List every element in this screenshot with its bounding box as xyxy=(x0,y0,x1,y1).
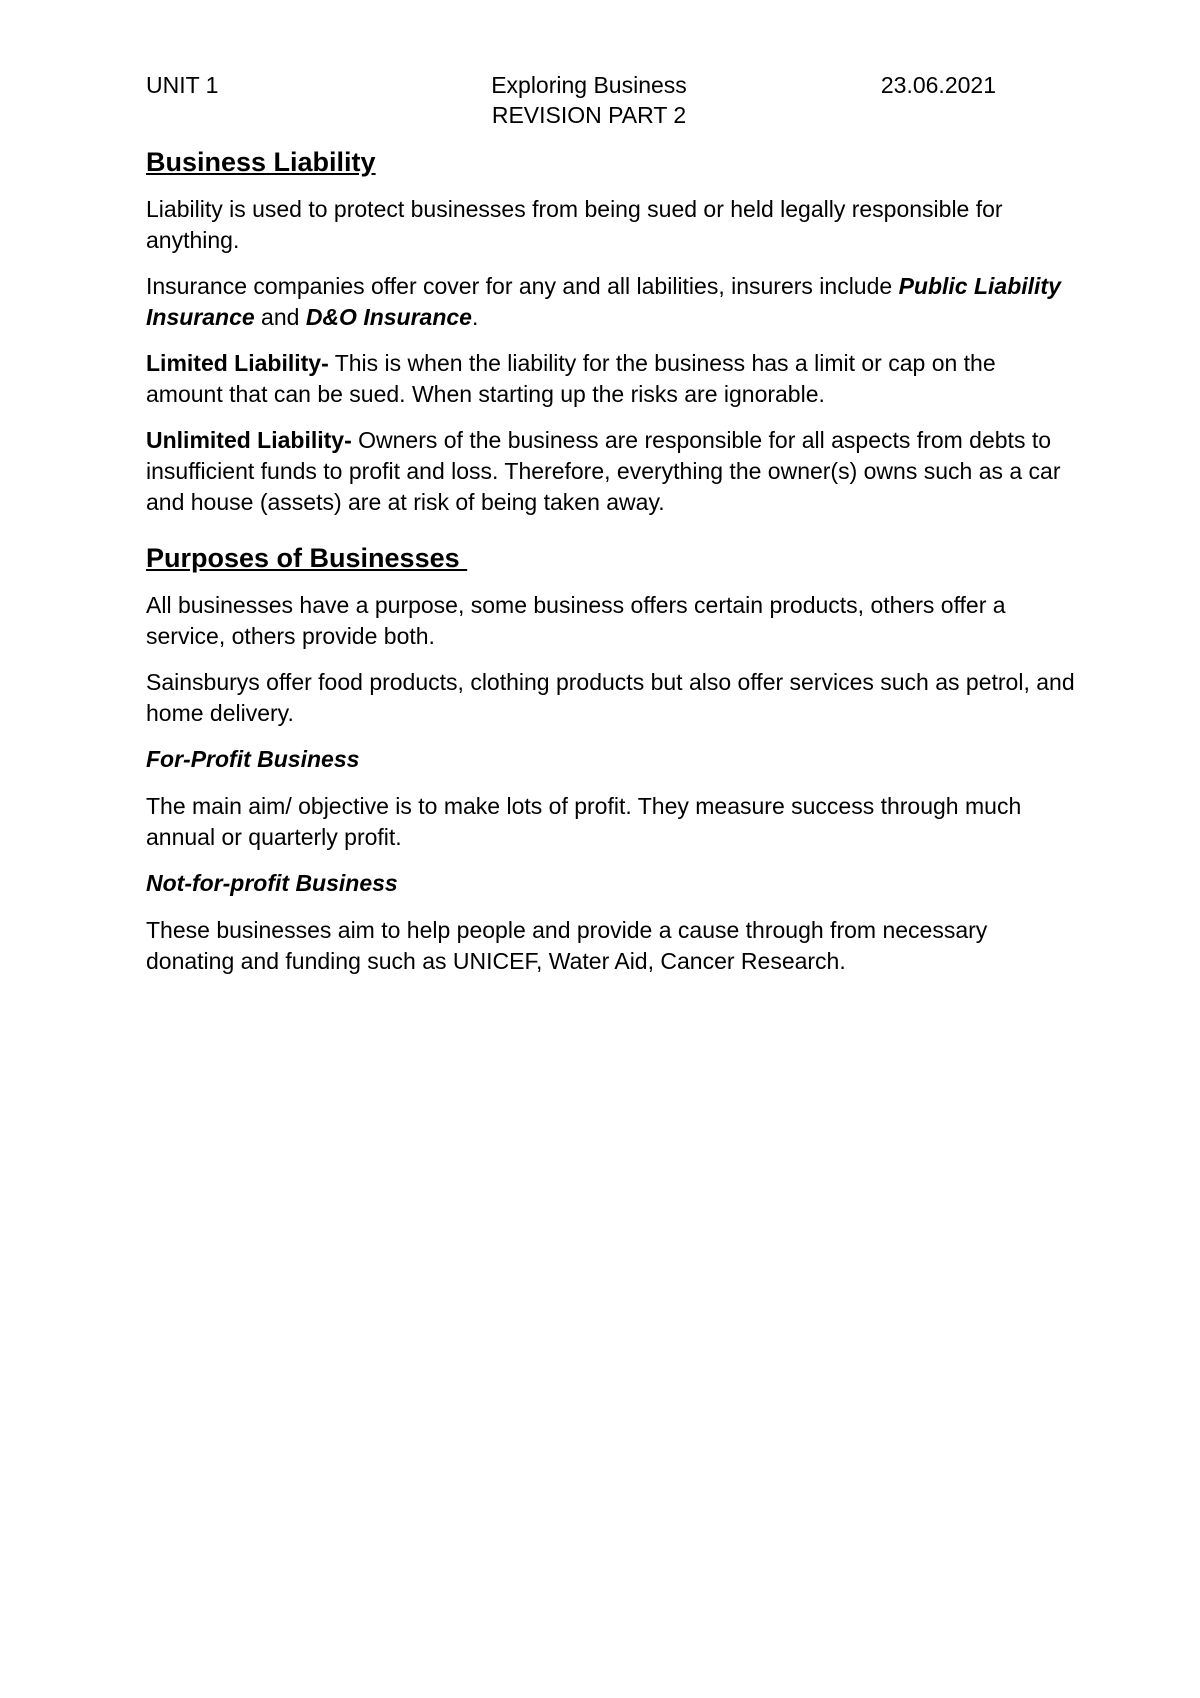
insurance-text-2: and xyxy=(254,304,306,330)
public-liability-insurance-term: Public Liability Insurance xyxy=(146,273,1061,330)
paragraph-insurance xyxy=(146,271,1076,333)
subheading-for-profit: For-Profit Business xyxy=(146,746,360,772)
paragraph-unlimited-liability xyxy=(146,425,1076,518)
paragraph-limited-liability xyxy=(146,348,1076,410)
paragraph-sainsburys: Sainsburys offer food products, clothing products but also offer services such as petrol, and home delivery. xyxy=(146,669,1075,726)
document-subtitle: REVISION PART 2 xyxy=(491,102,687,128)
unlimited-liability-text: Owners of the business are responsible for all aspects from debts to insufficient funds to profit and loss. Therefore, everything the owner(s) owns such as a car and house (assets) are at risk of being taken away. xyxy=(146,427,1061,515)
do-insurance-term: D&O Insurance xyxy=(305,304,472,330)
unit-label: UNIT 1 xyxy=(146,72,219,98)
paragraph-liability-intro: Liability is used to protect businesses from being sued or held legally responsible for anything. xyxy=(146,196,1003,253)
document-title: Exploring Business xyxy=(491,72,687,98)
subheading-not-for-profit: Not-for-profit Business xyxy=(146,870,398,896)
limited-liability-label: Limited Liability- xyxy=(146,350,329,376)
paragraph-for-profit: The main aim/ objective is to make lots of profit. They measure success through much annual or quarterly profit. xyxy=(146,793,1022,850)
section-heading-purposes: Purposes of Businesses xyxy=(146,543,468,573)
document-header xyxy=(146,70,1056,100)
document-date: 23.06.2021 xyxy=(880,72,996,98)
section-heading-business-liability: Business Liability xyxy=(146,147,376,177)
paragraph-not-for-profit: These businesses aim to help people and provide a cause through from necessary donating and funding such as UNICEF, Water Aid, Cancer Research. xyxy=(146,917,988,974)
limited-liability-text: This is when the liability for the business has a limit or cap on the amount that can be sued. When starting up the risks are ignorable. xyxy=(146,350,996,407)
insurance-text-1: Insurance companies offer cover for any and all labilities, insurers include xyxy=(146,273,899,299)
paragraph-purposes-intro: All businesses have a purpose, some business offers certain products, others offer a service, others provide both. xyxy=(146,592,1006,649)
insurance-text-3: . xyxy=(471,304,479,330)
document-body xyxy=(146,144,1076,992)
unlimited-liability-label: Unlimited Liability- xyxy=(146,427,352,453)
